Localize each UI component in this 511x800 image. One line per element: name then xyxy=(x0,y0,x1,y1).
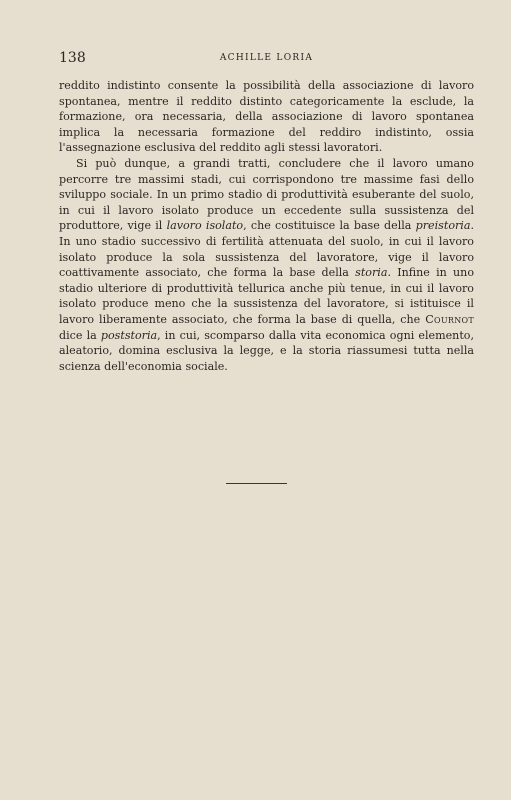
italic-run: preistoria xyxy=(415,219,471,233)
paragraph-2 xyxy=(59,156,474,374)
section-end-rule xyxy=(226,483,287,484)
text-run: . Infine in uno stadio ulteriore di produttività tellurica anche più tenue, in cui il lavoro isolato produce meno che la sussistenza del lavoratore, si istituisce il lavoro liberamente associato, che forma la base di quella, che xyxy=(59,266,474,326)
running-head: ACHILLE LORIA xyxy=(219,53,314,63)
text-run: dice la xyxy=(59,328,101,342)
italic-run: lavoro isolato xyxy=(166,219,244,233)
text-run: Si può dunque, a grandi tratti, concludere che il lavoro umano percorre tre massimi stadi, cui corrispondono tre massime fasi dello sviluppo sociale. In un primo stadio di produttività esuberante del suolo, in cui il lavoro isolato produce un eccedente sulla sussistenza del produttore, vige il xyxy=(59,156,474,233)
text-run: , in cui, scomparso dalla vita economica ogni elemento, aleatorio, domina esclusiva la legge, e la storia riassumesi tutta nella scienza dell'economia sociale. xyxy=(59,328,474,373)
small-caps-run: Cournot xyxy=(425,312,474,326)
page-number: 138 xyxy=(59,50,86,66)
paragraph-1 xyxy=(59,78,474,156)
italic-run: storia xyxy=(355,266,388,280)
text-run: reddito indistinto consente la possibilità della associazione di lavoro spontanea, mentre il reddito distinto categoricamente la esclude, la formazione, ora necessaria, della associazione di lavoro spontanea implica la necessaria formazione del reddiro indistinto, ossia l'assegnazione esclusiva del reddito agli stessi lavoratori. xyxy=(59,79,474,155)
text-run: . In uno stadio successivo di fertilità attenuata del suolo, in cui il lavoro isolato produce la sola sussistenza del lavoratore, vige il lavoro coattivamente associato, che forma la base della xyxy=(59,219,475,280)
text-run: , che costituisce la base della xyxy=(243,219,416,233)
body-text xyxy=(59,78,474,374)
page-header xyxy=(59,50,474,70)
italic-run: poststoria xyxy=(100,328,158,342)
